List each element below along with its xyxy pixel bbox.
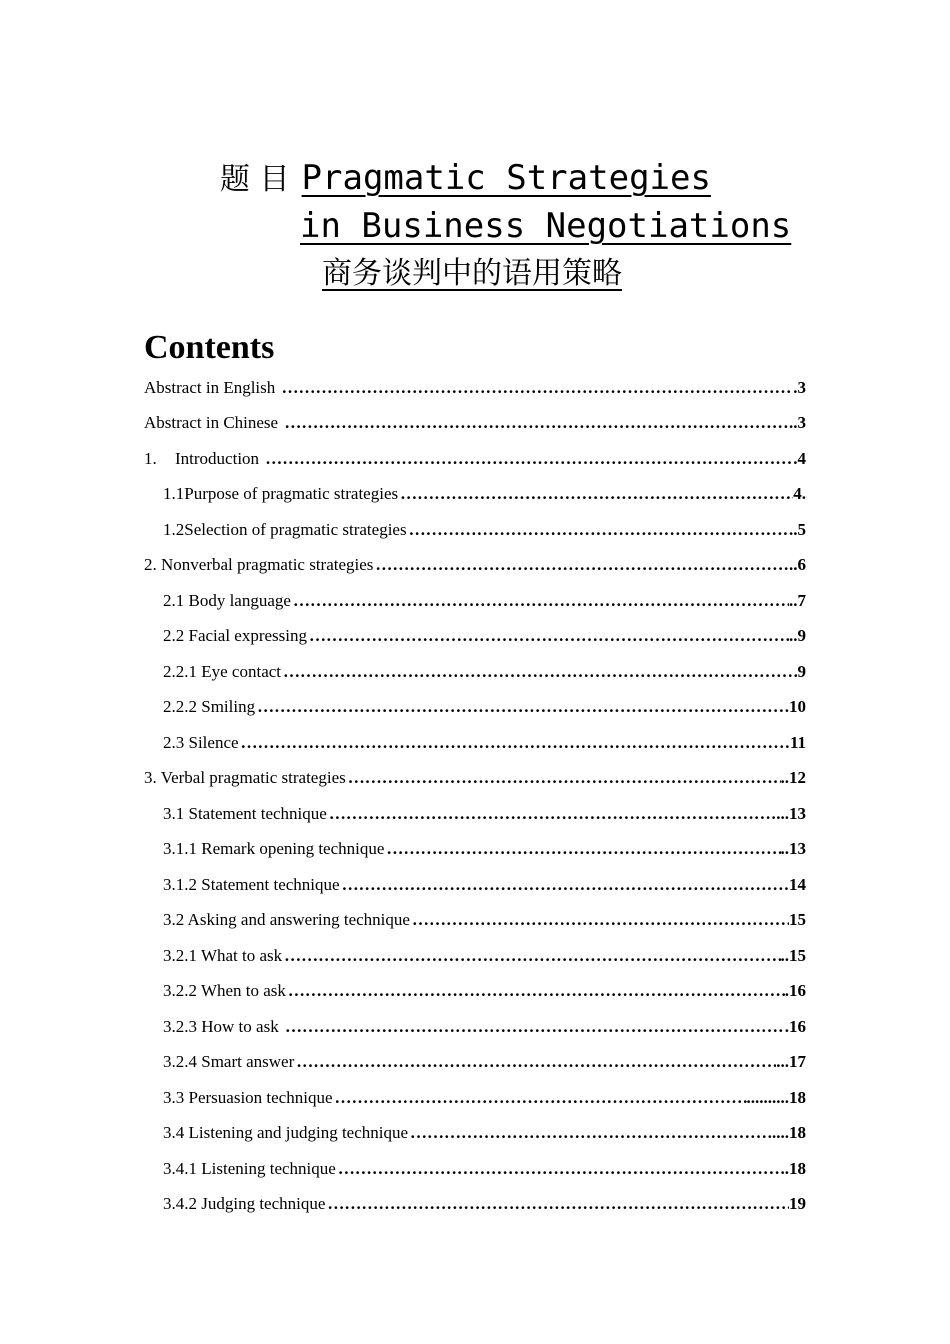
toc-dot-leader (338, 1159, 785, 1179)
toc-dot-leader (241, 733, 790, 753)
toc-entry-label: 3.4.1 Listening technique (163, 1158, 336, 1178)
toc-entry-label: 2.1 Body language (163, 590, 291, 610)
toc-page-number: ..9 (789, 626, 806, 646)
toc-entry-label: 2.3 Silence (163, 732, 239, 752)
toc-dot-leader (400, 484, 793, 504)
toc-dot-leader (410, 1123, 772, 1143)
table-of-contents (144, 370, 810, 1222)
toc-dot-leader (375, 555, 789, 575)
toc-entry (144, 690, 810, 726)
toc-entry-label: 3.4 Listening and judging technique (163, 1123, 409, 1143)
toc-dot-leader (348, 768, 781, 788)
toc-entry-label: 2.2 Facial expressing (163, 626, 307, 646)
toc-entry-label: 3.1 Statement technique (163, 803, 327, 823)
toc-entry-label: 3.2 Asking and answering technique (163, 910, 410, 930)
toc-entry-label: 3.1.2 Statement technique (163, 874, 340, 894)
toc-dot-leader (342, 875, 789, 895)
toc-dot-leader (284, 946, 780, 966)
toc-page-number: ..6 (789, 555, 806, 575)
toc-page-number: ..3 (789, 413, 806, 433)
toc-page-number: 11 (789, 732, 806, 752)
toc-entry (144, 619, 810, 655)
toc-dot-leader (257, 697, 789, 717)
toc-dot-leader (285, 1017, 785, 1037)
toc-entry-label: Abstract in Chinese (144, 413, 283, 433)
toc-entry (144, 583, 810, 619)
toc-entry (144, 867, 810, 903)
toc-page-number: 14 (789, 874, 806, 894)
toc-entry (144, 1151, 810, 1187)
toc-dot-leader (283, 662, 797, 682)
toc-page-number: 15 (789, 910, 806, 930)
toc-entry (144, 1116, 810, 1152)
title-chinese: 商务谈判中的语用策略 (322, 256, 622, 291)
toc-entry-title (163, 733, 239, 753)
toc-entry-title (163, 1017, 283, 1037)
toc-dot-leader (386, 839, 780, 859)
toc-page-number: .18 (784, 1158, 806, 1178)
toc-entry (144, 938, 810, 974)
toc-entry-label: 1.2Selection of pragmatic strategies (163, 519, 407, 539)
toc-entry-label: Abstract in English (144, 377, 280, 397)
toc-entry-label: 2.2.2 Smiling (163, 697, 256, 717)
toc-entry-label: Introduction (175, 448, 264, 468)
toc-dot-leader (329, 804, 776, 824)
toc-page-number: ..12 (780, 768, 806, 788)
toc-entry-title (163, 946, 282, 966)
toc-entry (144, 1080, 810, 1116)
toc-page-number: 9 (797, 661, 806, 681)
toc-entry-label: 3. Verbal pragmatic strategies (144, 768, 346, 788)
toc-entry-title (144, 378, 280, 398)
toc-page-number: 4. (793, 484, 806, 504)
toc-entry (144, 725, 810, 761)
toc-entry-title (163, 910, 410, 930)
toc-dot-leader (293, 591, 789, 611)
toc-entry (144, 1009, 810, 1045)
toc-page-number: ...13 (776, 803, 806, 823)
title-english-2: in Business Negotiations (300, 206, 792, 246)
toc-entry-title (163, 1159, 336, 1179)
toc-dot-leader (327, 1194, 789, 1214)
toc-page-number: .16 (784, 1016, 806, 1036)
toc-entry-label: 3.2.2 When to ask (163, 981, 286, 1001)
toc-entry (144, 512, 810, 548)
toc-entry (144, 832, 810, 868)
toc-page-number: ..5 (789, 519, 806, 539)
toc-entry-label: 3.3 Persuasion technique (163, 1087, 333, 1107)
toc-entry-label: 2.2.1 Eye contact (163, 661, 282, 681)
toc-entry (144, 974, 810, 1010)
toc-entry-title (144, 413, 282, 433)
toc-page-number: 10 (789, 697, 806, 717)
toc-entry-title (163, 875, 340, 895)
toc-entry-title (163, 520, 407, 540)
toc-entry-title (144, 768, 346, 788)
toc-entry-label: 3.2.3 How to ask (163, 1016, 283, 1036)
toc-page-number: ..13 (780, 839, 806, 859)
toc-dot-leader (288, 981, 785, 1001)
toc-entry-label: 3.1.1 Remark opening technique (163, 839, 385, 859)
toc-entry-title (163, 591, 291, 611)
toc-page-number: ..7 (789, 590, 806, 610)
toc-page-number: ....18 (772, 1123, 806, 1143)
toc-entry (144, 548, 810, 584)
toc-entry (144, 654, 810, 690)
toc-dot-leader (296, 1052, 776, 1072)
title-label: 题 目 (220, 162, 290, 197)
toc-dot-leader (412, 910, 789, 930)
toc-entry-label: 3.4.2 Judging technique (163, 1194, 326, 1214)
toc-entry (144, 1187, 810, 1223)
toc-entry-label: 1.1Purpose of pragmatic strategies (163, 484, 399, 504)
toc-page-number: .3 (793, 377, 806, 397)
toc-entry (144, 1045, 810, 1081)
toc-entry-title (163, 1052, 294, 1072)
toc-entry-title (163, 484, 398, 504)
toc-entry-title (163, 662, 281, 682)
toc-entry-title (163, 1194, 325, 1214)
toc-entry-number: 1. (144, 448, 157, 468)
toc-entry (144, 796, 810, 832)
toc-entry-title (163, 839, 384, 859)
toc-entry (144, 903, 810, 939)
toc-dot-leader (309, 626, 789, 646)
toc-page-number: .4 (793, 448, 806, 468)
contents-heading: Contents (144, 329, 275, 366)
toc-entry-label: 3.2.1 What to ask (163, 945, 283, 965)
toc-entry-title (163, 1088, 333, 1108)
title-line-1 (220, 158, 711, 200)
toc-entry-title (163, 1123, 408, 1143)
toc-entry-title (163, 804, 327, 824)
toc-dot-leader (265, 449, 793, 469)
toc-entry (144, 761, 810, 797)
toc-entry (144, 477, 810, 513)
toc-entry-label: 3.2.4 Smart answer (163, 1052, 295, 1072)
toc-page-number: ..........18 (746, 1087, 806, 1107)
toc-entry-title (144, 555, 373, 575)
toc-dot-leader (409, 520, 789, 540)
toc-dot-leader (284, 413, 789, 433)
toc-page-number: .16 (784, 981, 806, 1001)
toc-entry-title (163, 626, 307, 646)
toc-page-number: ..15 (780, 945, 806, 965)
toc-entry-title (144, 449, 263, 469)
toc-entry (144, 406, 810, 442)
toc-dot-leader (282, 378, 794, 398)
toc-entry-label: 2. Nonverbal pragmatic strategies (144, 555, 374, 575)
toc-entry (144, 441, 810, 477)
toc-entry-title (163, 981, 286, 1001)
toc-dot-leader (335, 1088, 747, 1108)
toc-page-number: 19 (789, 1194, 806, 1214)
toc-page-number: ...17 (776, 1052, 806, 1072)
toc-entry-title (163, 697, 255, 717)
toc-entry (144, 370, 810, 406)
title-english-1: Pragmatic Strategies (301, 158, 711, 198)
